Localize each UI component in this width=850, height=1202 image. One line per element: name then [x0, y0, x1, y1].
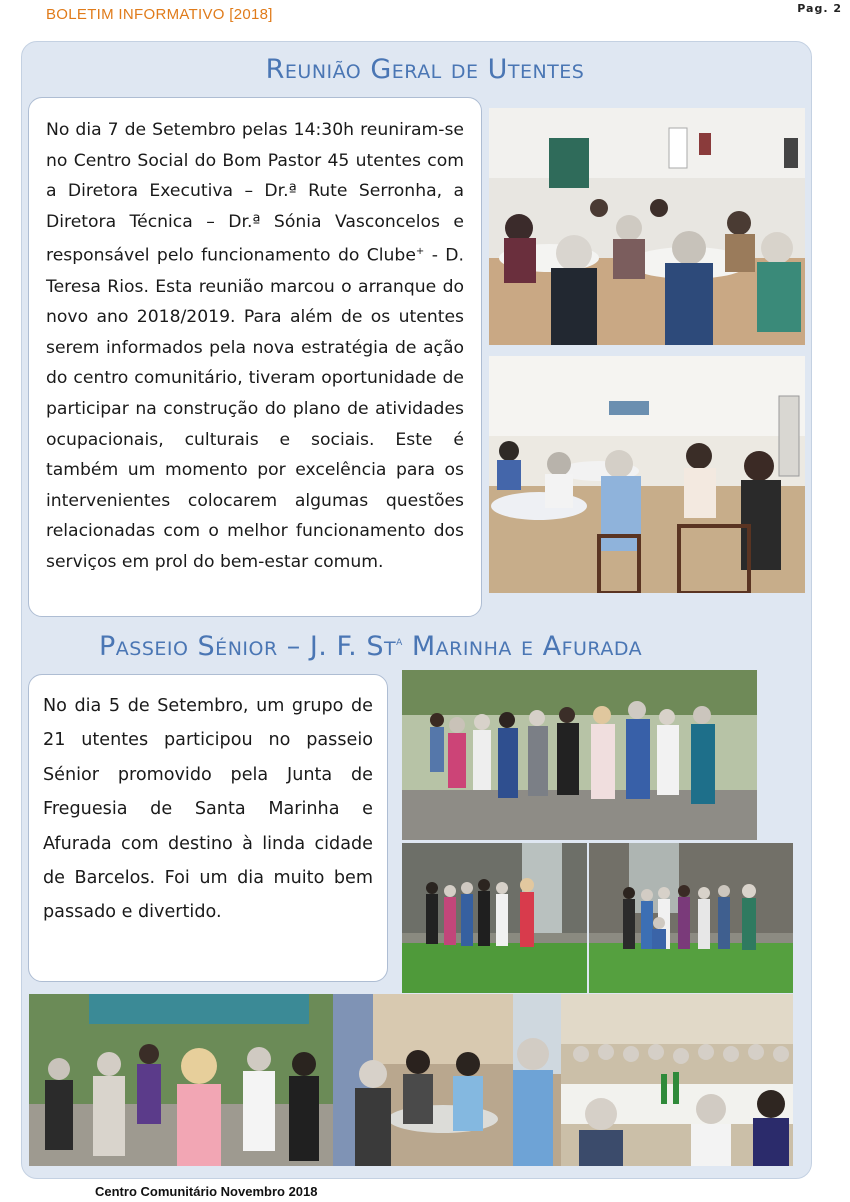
trip-photo-outdoor-dance: [29, 994, 333, 1166]
meeting-paragraph: No dia 7 de Setembro pelas 14:30h reuniram-se no Centro Social do Bom Pastor 45 utentes com a Diretora Executiva – Dr.ª Rute Serronha, a Diretora Técnica – Dr.ª Sónia Vasconcelos e responsável pelo funcionamento do Clube+ - D. Teresa Rios. Esta reunião marcou o arranque do novo ano 2018/2019. Para além de os utentes serem informados pela nova estratégia de ação do centro comunitário, tiveram oportunidade de participar na construção do plano de atividades ocupacionais, culturais e sociais. Este é também um momento por excelência para os intervenientes colocarem algumas questões relacionadas com o melhor funcionamento dos serviços em prol do bem-estar comum.: [46, 120, 464, 573]
trip-paragraph: No dia 5 de Setembro, um grupo de 21 utentes participou no passeio Sénior promovido pela Junta de Freguesia de Santa Marinha e Afurada com destino à linda cidade de Barcelos. Foi um dia muito bem passado e divertido.: [43, 696, 373, 923]
meeting-photo-2: [489, 356, 805, 593]
meeting-text-box: [28, 97, 482, 617]
trip-photo-group-street: [402, 670, 757, 840]
trip-text-box: [28, 674, 388, 982]
trip-photo-waterfall-1: [402, 843, 587, 993]
footer-text: Centro Comunitário Novembro 2018: [95, 1184, 318, 1199]
section-title-meeting: Reunião Geral de Utentes: [265, 54, 585, 85]
section-title-trip: Passeio Sénior – J. F. St$^a$ Marinha e Afurada: [99, 631, 643, 662]
newsletter-title: BOLETIM INFORMATIVO [2018]: [46, 6, 273, 23]
trip-photo-waterfall-2: [589, 843, 793, 993]
meeting-photo-1: [489, 108, 805, 345]
trip-photo-cafe: [333, 994, 561, 1166]
trip-photo-lunch: [561, 994, 793, 1166]
page-number: Pag. 2: [797, 2, 842, 15]
